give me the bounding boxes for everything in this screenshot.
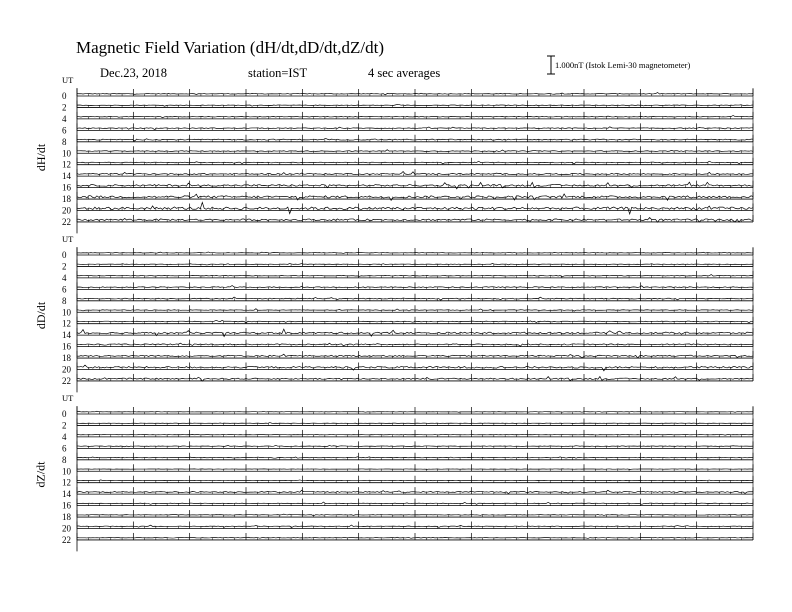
row-label: 8: [62, 136, 67, 147]
row-label: 12: [62, 477, 71, 488]
row-label: 0: [62, 409, 67, 419]
date-label: Dec.23, 2018: [100, 66, 167, 80]
row-label: 16: [62, 182, 71, 193]
row-label: 16: [62, 341, 71, 352]
row-label: 16: [62, 500, 71, 511]
row-label: 6: [62, 284, 67, 295]
row-label: 0: [62, 91, 67, 101]
row-label: 18: [62, 512, 71, 523]
panel-dH-dt: [62, 88, 753, 233]
row-label: 20: [62, 364, 71, 375]
ut-label-dz: UT: [62, 393, 74, 403]
scale-bar: [547, 56, 555, 74]
ylabel-dd: dD/dt: [34, 301, 49, 330]
row-label: 20: [62, 523, 71, 534]
panel-dD-dt: [62, 247, 753, 392]
panel-dZ-dt: [62, 406, 753, 551]
row-label: 20: [62, 205, 71, 216]
row-label: 22: [62, 534, 71, 545]
row-label: 18: [62, 353, 71, 364]
row-label: 8: [62, 454, 67, 465]
row-label: 14: [62, 489, 71, 500]
row-label: 12: [62, 318, 71, 329]
ut-label-dh: UT: [62, 75, 74, 85]
row-label: 10: [62, 307, 71, 318]
row-label: 2: [62, 420, 67, 431]
row-label: 0: [62, 250, 67, 260]
row-label: 4: [62, 431, 67, 442]
ylabel-dz: dZ/dt: [33, 461, 48, 488]
row-label: 12: [62, 159, 71, 170]
row-label: 2: [62, 261, 67, 272]
row-label: 8: [62, 295, 67, 306]
row-label: 4: [62, 272, 67, 283]
averaging-label: 4 sec averages: [368, 66, 441, 80]
row-label: 22: [62, 375, 71, 386]
row-label: 14: [62, 330, 71, 341]
row-label: 18: [62, 194, 71, 205]
row-label: 2: [62, 102, 67, 113]
row-label: 10: [62, 148, 71, 159]
ylabel-dh: dH/dt: [34, 143, 49, 172]
row-label: 22: [62, 216, 71, 227]
row-label: 14: [62, 171, 71, 182]
ut-label-dd: UT: [62, 234, 74, 244]
row-label: 4: [62, 113, 67, 124]
row-label: 6: [62, 443, 67, 454]
scale-bar-label: 1.000nT (Istok Lemi-30 magnetometer): [555, 60, 691, 70]
station-label: station=IST: [248, 66, 308, 80]
row-label: 10: [62, 466, 71, 477]
row-label: 6: [62, 125, 67, 136]
chart-title: Magnetic Field Variation (dH/dt,dD/dt,dZ/dt): [76, 38, 385, 57]
